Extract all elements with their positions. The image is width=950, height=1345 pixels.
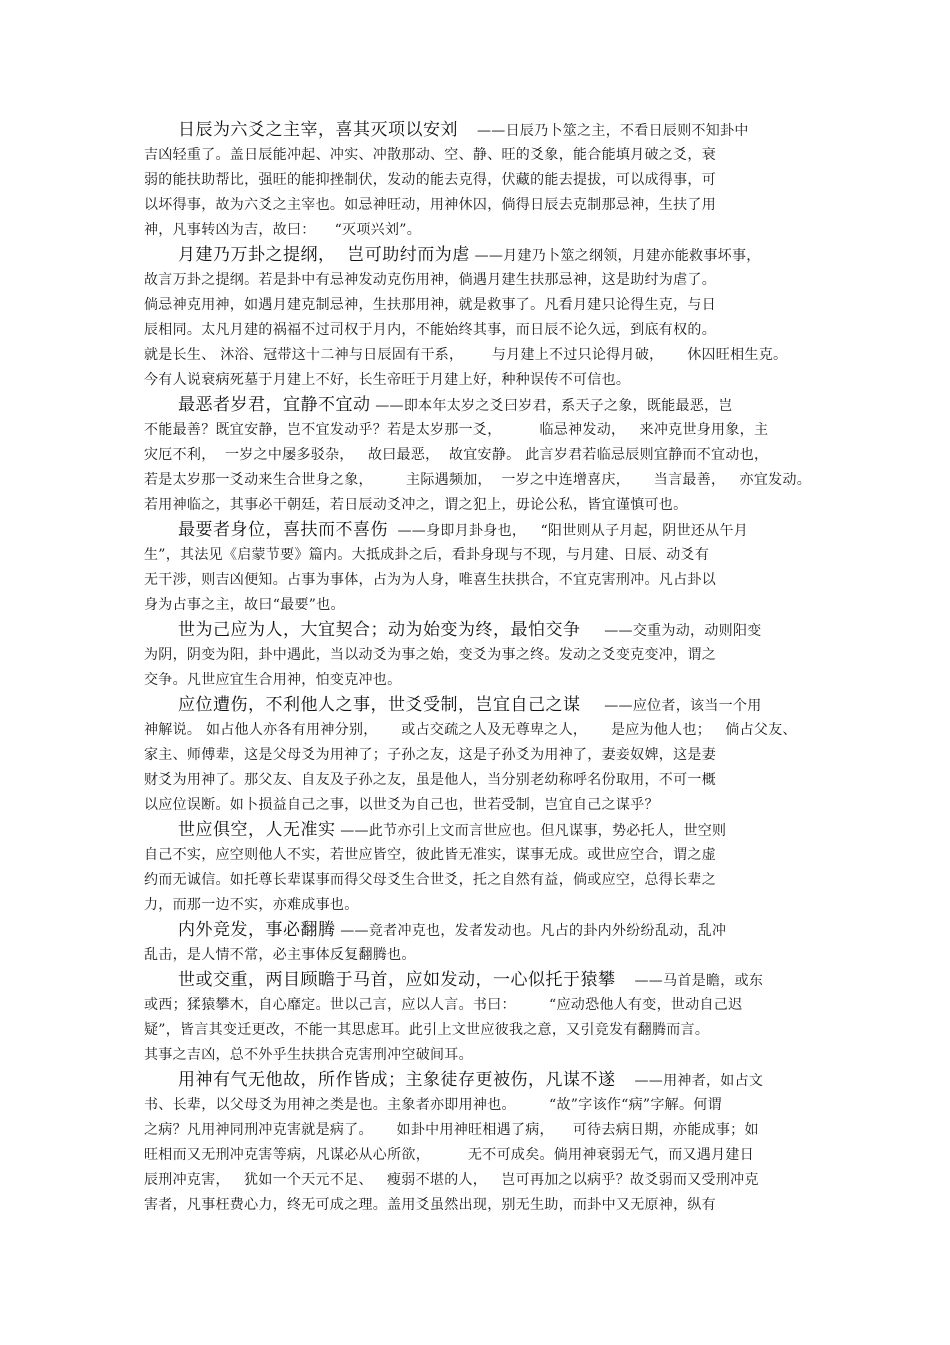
text-line [144,570,716,590]
commentary-text: 无干涉，则吉凶便知。占事为事体，占为为人身，唯喜生扶拱合，不宜克害刑冲。凡占卦以 [144,572,716,588]
text-line [144,270,716,290]
commentary-text: 辰刑冲克害， 犹如一个天元不足、 瘦弱不堪的人， 岂可再加之以病乎？故爻弱而又受刑冲克 [144,1172,759,1188]
commentary-text: 以坏得事，故为六爻之主宰也。如忌神旺动，用神休囚，倘得日辰去克制那忌神，生扶了用 [144,197,716,213]
commentary-text: 若是太岁那一爻动来生合世身之象， 主际遇频加， 一岁之中连增喜庆， 当言最善， 亦宜发动。 [144,472,812,488]
text-line [144,945,416,965]
verse-heading: 世或交重，两目顾瞻于马首，应如发动，一心似托于猿攀 [178,970,616,990]
commentary-text: 若用神临之，其事必干朝廷，若日辰动爻冲之，谓之犯上，毋论公私，皆宜谨慎可也。 [144,497,688,513]
commentary-text: ——此节亦引上文而言世应也。但凡谋事，势必托人，世空则 [335,823,727,839]
commentary-text: 倘忌神克用神，如遇月建克制忌神，生扶那用神，就是救事了。凡看月建只论得生克，与日 [144,297,716,313]
text-line [144,370,630,390]
paragraph-start-line [178,695,762,716]
verse-heading: 日辰为六爻之主宰，喜其灭项以安刘 [178,120,458,140]
text-line [144,870,716,890]
commentary-text: 弱的能扶助帮比，强旺的能抑挫制伏，发动的能去克得，伏藏的能去提拔，可以成得事，可 [144,172,716,188]
commentary-text: 约而无诚信。如托尊长辈谋事而得父母爻生合世爻，托之自然有益，倘或应空，总得长辈之 [144,872,716,888]
text-line [144,420,768,440]
text-line [144,1120,759,1140]
verse-heading: 用神有气无他故，所作皆成；主象徒存更被伤，凡谋不遂 [178,1070,616,1090]
paragraph-start-line [178,920,726,941]
verse-heading: 应位遭伤，不利他人之事，世爻受制，岂宜自己之谋 [178,695,581,715]
paragraph-start-line [178,395,733,416]
text-line [144,845,716,865]
commentary-text: 之病？凡用神同刑冲克害就是病了。 如卦中用神旺相遇了病， 可待去病日期，亦能成事；如 [144,1122,759,1138]
paragraph-start-line [178,820,726,841]
paragraph-start-line [178,120,749,141]
commentary-text: ——应位者，该当一个用 [580,698,762,714]
text-line [144,595,345,615]
commentary-text: 疑”，皆言其变迁更改，不能一其思虑耳。此引上文世应彼我之意，又引竞发有翻腾而言。 [144,1022,710,1038]
commentary-text: 害者，凡事枉费心力，终无可成之理。盖用爻虽然出现，别无生助，而卦中又无原神，纵有 [144,1197,716,1213]
commentary-text: 神解说。 如占他人亦各有用神分别， 或占交疏之人及无尊卑之人， 是应为他人也； 倘占父友、 [144,722,797,738]
verse-heading: 世为己应为人，大宜契合；动为始变为终，最怕交争 [178,620,581,640]
commentary-text: 书、长辈，以父母爻为用神之类是也。主象者亦即用神也。 “故”字该作“病”字解。何谓 [144,1097,722,1113]
commentary-text: ——即本年太岁之爻曰岁君，系天子之象，既能最恶，岂 [370,398,733,414]
commentary-text: ——交重为动，动则阳变 [580,623,762,639]
text-line [144,320,716,340]
paragraph-start-line [178,520,748,541]
commentary-text: 家主、师傅辈，这是父母爻为用神了；子孙之友，这是子孙爻为用神了，妻妾奴婢，这是妻 [144,747,716,763]
paragraph-start-line [178,245,761,266]
verse-heading: 内外竞发，事必翻腾 [178,920,336,940]
commentary-text: ——身即月卦身也， “阳世则从子月起，阴世还从午月 [388,523,749,539]
commentary-text: 其事之吉凶，总不外乎生扶拱合克害刑冲空破间耳。 [144,1047,473,1063]
commentary-text: 旺相而又无刑冲克害等病，凡谋必从心所欲， 无不可成矣。倘用神衰弱无气，而又遇月建日 [144,1147,754,1163]
text-line [144,445,768,465]
text-line [144,1045,473,1065]
commentary-text: ——月建乃卜筮之纲领，月建亦能救事坏事， [469,248,761,264]
text-line [144,1170,759,1190]
text-line [144,1095,722,1115]
text-line [144,345,787,365]
commentary-text: 辰相同。太凡月建的祸福不过司权于月内，不能始终其事，而日辰不论久远，到底有权的。 [144,322,716,338]
text-line [144,670,401,690]
commentary-text: 生”，其法见《启蒙节要》篇内。大抵成卦之后，看卦身现与不现，与月建、日辰、动爻有 [144,547,710,563]
commentary-text: 神，凡事转凶为吉，故曰： “灭项兴刘”。 [144,222,422,238]
text-line [144,795,659,815]
commentary-text: 乱击，是人情不常，必主事体反复翻腾也。 [144,947,416,963]
text-line [144,195,716,215]
commentary-text: 以应位误断。如卜损益自己之事，以世爻为自己也，世若受制，岂宜自己之谋乎？ [144,797,659,813]
verse-heading: 世应俱空，人无准实 [178,820,336,840]
commentary-text: 吉凶轻重了。盖日辰能冲起、冲实、冲散那动、空、静、旺的爻象，能合能填月破之爻，衰 [144,147,716,163]
text-line [144,1145,754,1165]
commentary-text: 故言万卦之提纲。若是卦中有忌神发动克伤用神，倘遇月建生扶那忌神，这是助纣为虐了。 [144,272,716,288]
commentary-text: 自己不实，应空则他人不实，若世应皆空，彼此皆无准实，谋事无成。或世应空合，谓之虚 [144,847,716,863]
text-line [144,1020,709,1040]
text-line [144,1195,716,1215]
text-line [144,995,742,1015]
commentary-text: 力，而那一边不实，亦难成事也。 [144,897,359,913]
commentary-text: 为阴，阴变为阳，卦中遇此，当以动爻为事之始，变爻为事之终。发动之爻变克变冲，谓之 [144,647,716,663]
commentary-text: 灾厄不利， 一岁之中屡多驳杂， 故曰最恶， 故宜安静。 此言岁君若临忌辰则宜静而不宜动也， [144,447,769,463]
paragraph-start-line [178,970,763,991]
verse-heading: 最要者身位，喜扶而不喜伤 [178,520,388,540]
verse-heading: 月建乃万卦之提纲， 岂可助纣而为虐 [178,245,470,265]
commentary-text: ——日辰乃卜筮之主，不看日辰则不知卦中 [458,123,749,139]
commentary-text: ——用神者，如占文 [615,1073,764,1089]
commentary-text: 今有人说衰病死墓于月建上不好，长生帝旺于月建上好，种种误传不可信也。 [144,372,631,388]
commentary-text: 财爻为用神了。那父友、自友及子孙之友，虽是他人，当分别老幼称呼名份取用，不可一概 [144,772,716,788]
text-line [144,645,716,665]
commentary-text: 交争。凡世应宜生合用神，怕变克冲也。 [144,672,402,688]
commentary-text: ——竞者冲克也，发者发动也。凡占的卦内外纷纷乱动，乱冲 [335,923,727,939]
text-line [144,770,716,790]
paragraph-start-line [178,1070,763,1091]
paragraph-start-line [178,620,762,641]
text-line [144,470,811,490]
commentary-text: 或西；猱猿攀木，自心靡定。世以己言，应以人言。书曰： “应动恐他人有变，世动自己迟 [144,997,743,1013]
commentary-text: 身为占事之主，故曰“最要”也。 [144,597,345,613]
text-line [144,170,716,190]
text-line [144,295,716,315]
verse-heading: 最恶者岁君，宜静不宜动 [178,395,371,415]
text-line [144,895,359,915]
text-line [144,220,421,240]
text-line [144,145,716,165]
text-line [144,720,797,740]
text-line [144,545,709,565]
commentary-text: 就是长生、 沐浴、冠带这十二神与日辰固有干系， 与月建上不过只论得月破， 休囚旺相生克。 [144,347,788,363]
commentary-text: ——马首是瞻，或东 [615,973,764,989]
text-line [144,745,716,765]
text-line [144,495,687,515]
commentary-text: 不能最善？既宜安静，岂不宜发动乎？若是太岁那一爻， 临忌神发动， 来冲克世身用象，主 [144,422,769,438]
